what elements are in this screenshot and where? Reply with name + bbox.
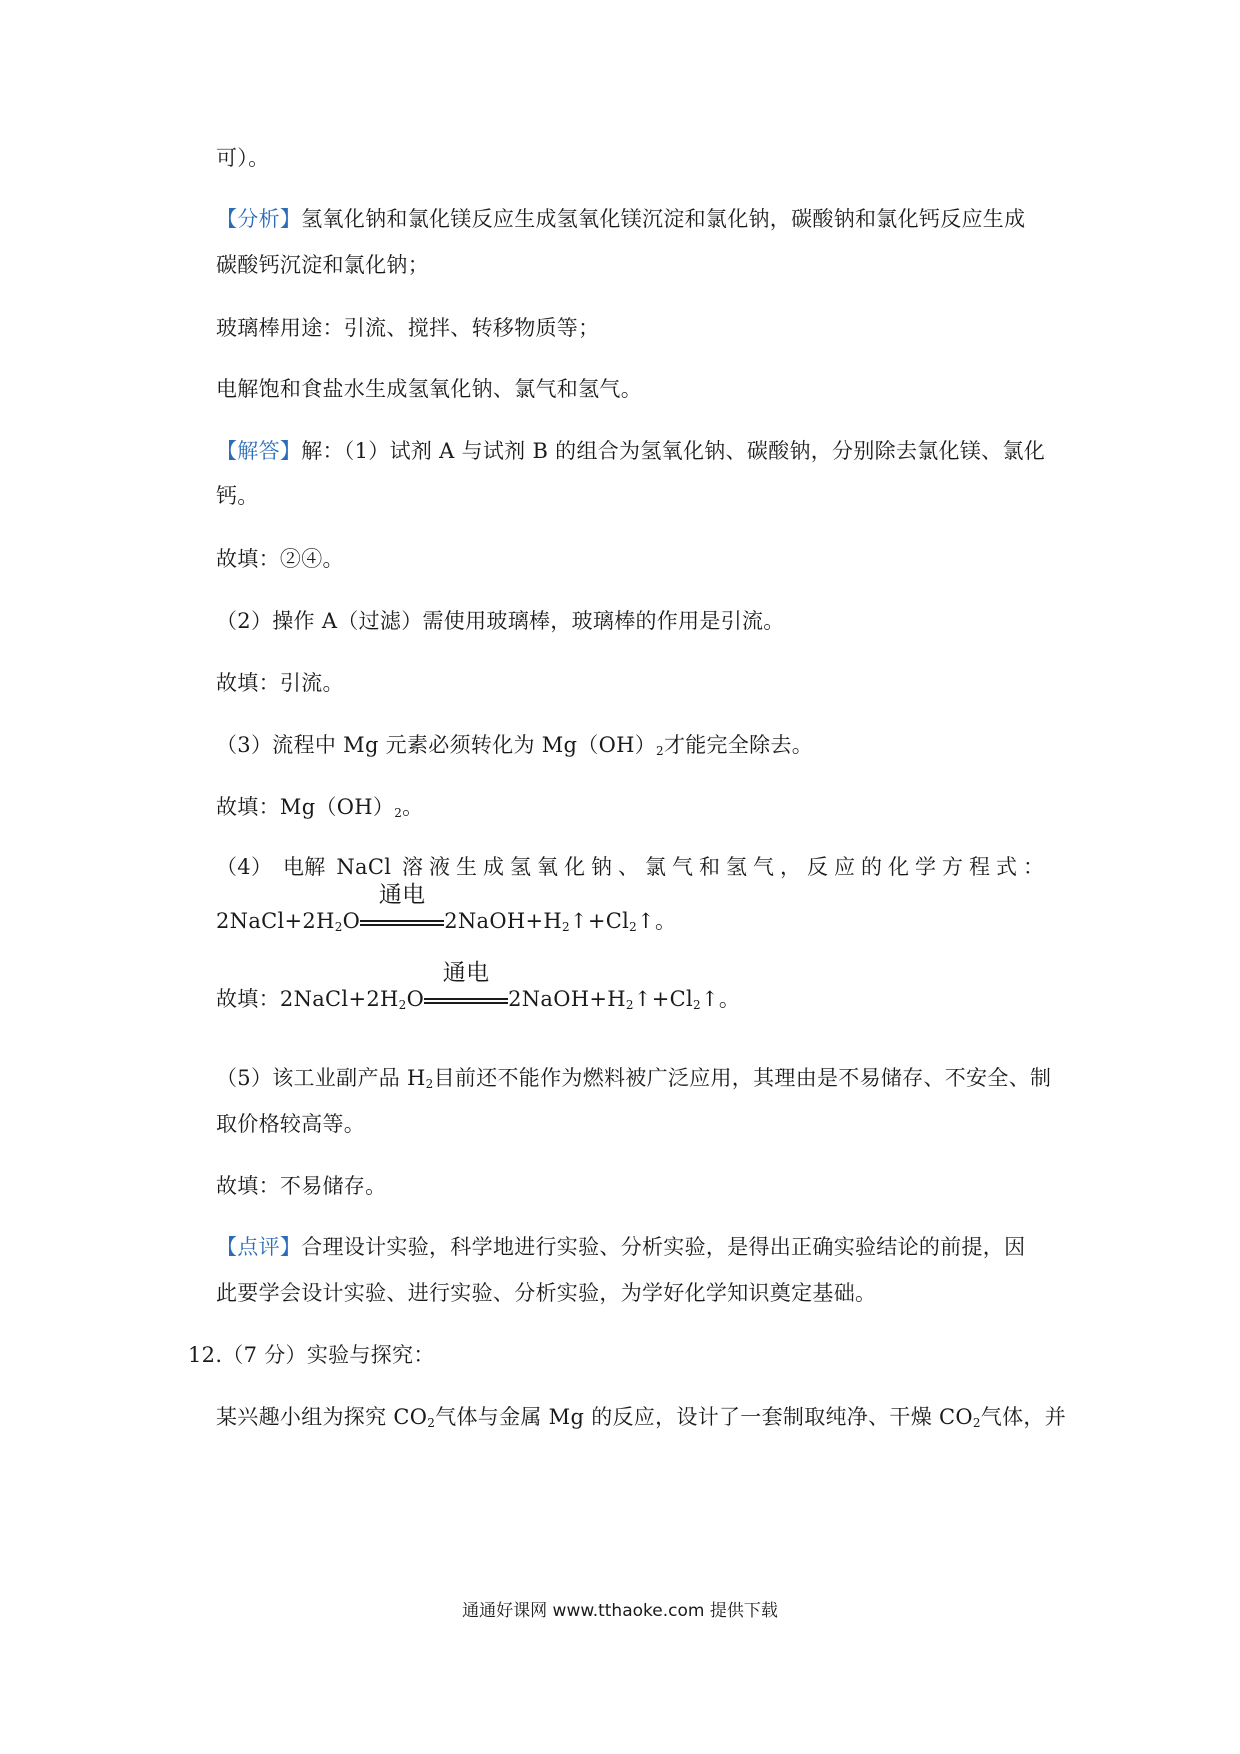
analysis-tag: 【分析】 (216, 207, 302, 231)
reaction-condition: 通电 (424, 984, 508, 1014)
chemical-equation: $2NaCl+2H_2O$ 通电 $2NaOH+H_2↑+Cl_2↑$。 (216, 882, 677, 934)
analysis-line: 电解饱和食盐水生成氢氧化钠、氯气和氢气。 (216, 377, 642, 401)
text-line: 可）。 (216, 146, 270, 170)
chemical-equation: 故填：$2NaCl+2H_2O$ 通电 $2NaOH+H_2↑+Cl_2↑$。 (216, 960, 741, 1012)
analysis-line: 碳酸钙沉淀和氯化钠； (216, 253, 429, 277)
answer-line: （2）操作 A（过滤）需使用玻璃棒，玻璃棒的作用是引流。 (216, 609, 785, 633)
answer-line: 故填：②④。 (216, 547, 344, 571)
answer-line: （5）该工业副产品 $H_2$目前还不能作为燃料被广泛应用，其理由是不易储存、不安全、制 (216, 1066, 1052, 1091)
comment-line: 此要学会设计实验、进行实验、分析实验，为学好化学知识奠定基础。 (216, 1281, 877, 1305)
question-body: 某兴趣小组为探究 $CO_2$气体与金属 Mg 的反应，设计了一套制取纯净、干燥 $CO_2$气体，并 (216, 1405, 1066, 1430)
answer-line: （4） 电解 NaCl 溶液生成氢氧化钠、氯气和氢气，反应的化学方程式： (216, 855, 1050, 879)
question-heading: 12.（7 分）实验与探究： (188, 1343, 435, 1367)
comment-tag: 【点评】 (216, 1235, 302, 1259)
answer-line: 【解答】解：（1）试剂 A 与试剂 B 的组合为氢氧化钠、碳酸钠，分别除去氯化镁、氯化 (216, 439, 1046, 463)
analysis-line: 玻璃棒用途：引流、搅拌、转移物质等； (216, 316, 600, 340)
answer-line: 故填：不易储存。 (216, 1174, 387, 1198)
answer-line: （3）流程中 Mg 元素必须转化为 $Mg(OH)_2$才能完全除去。 (216, 733, 814, 758)
answer-line: 钙。 (216, 484, 259, 508)
answer-tag: 【解答】 (216, 439, 302, 463)
comment-line: 【点评】合理设计实验，科学地进行实验、分析实验，是得出正确实验结论的前提，因 (216, 1235, 1026, 1259)
reaction-condition: 通电 (360, 906, 444, 936)
page-footer: 通通好课网 www.tthaoke.com 提供下载 (462, 1601, 778, 1621)
answer-line: 取价格较高等。 (216, 1112, 366, 1136)
answer-line: 故填：引流。 (216, 671, 344, 695)
answer-line: 故填：$Mg(OH)_2$。 (216, 795, 424, 820)
analysis-line: 【分析】氢氧化钠和氯化镁反应生成氢氧化镁沉淀和氯化钠，碳酸钠和氯化钙反应生成 (216, 207, 1026, 231)
